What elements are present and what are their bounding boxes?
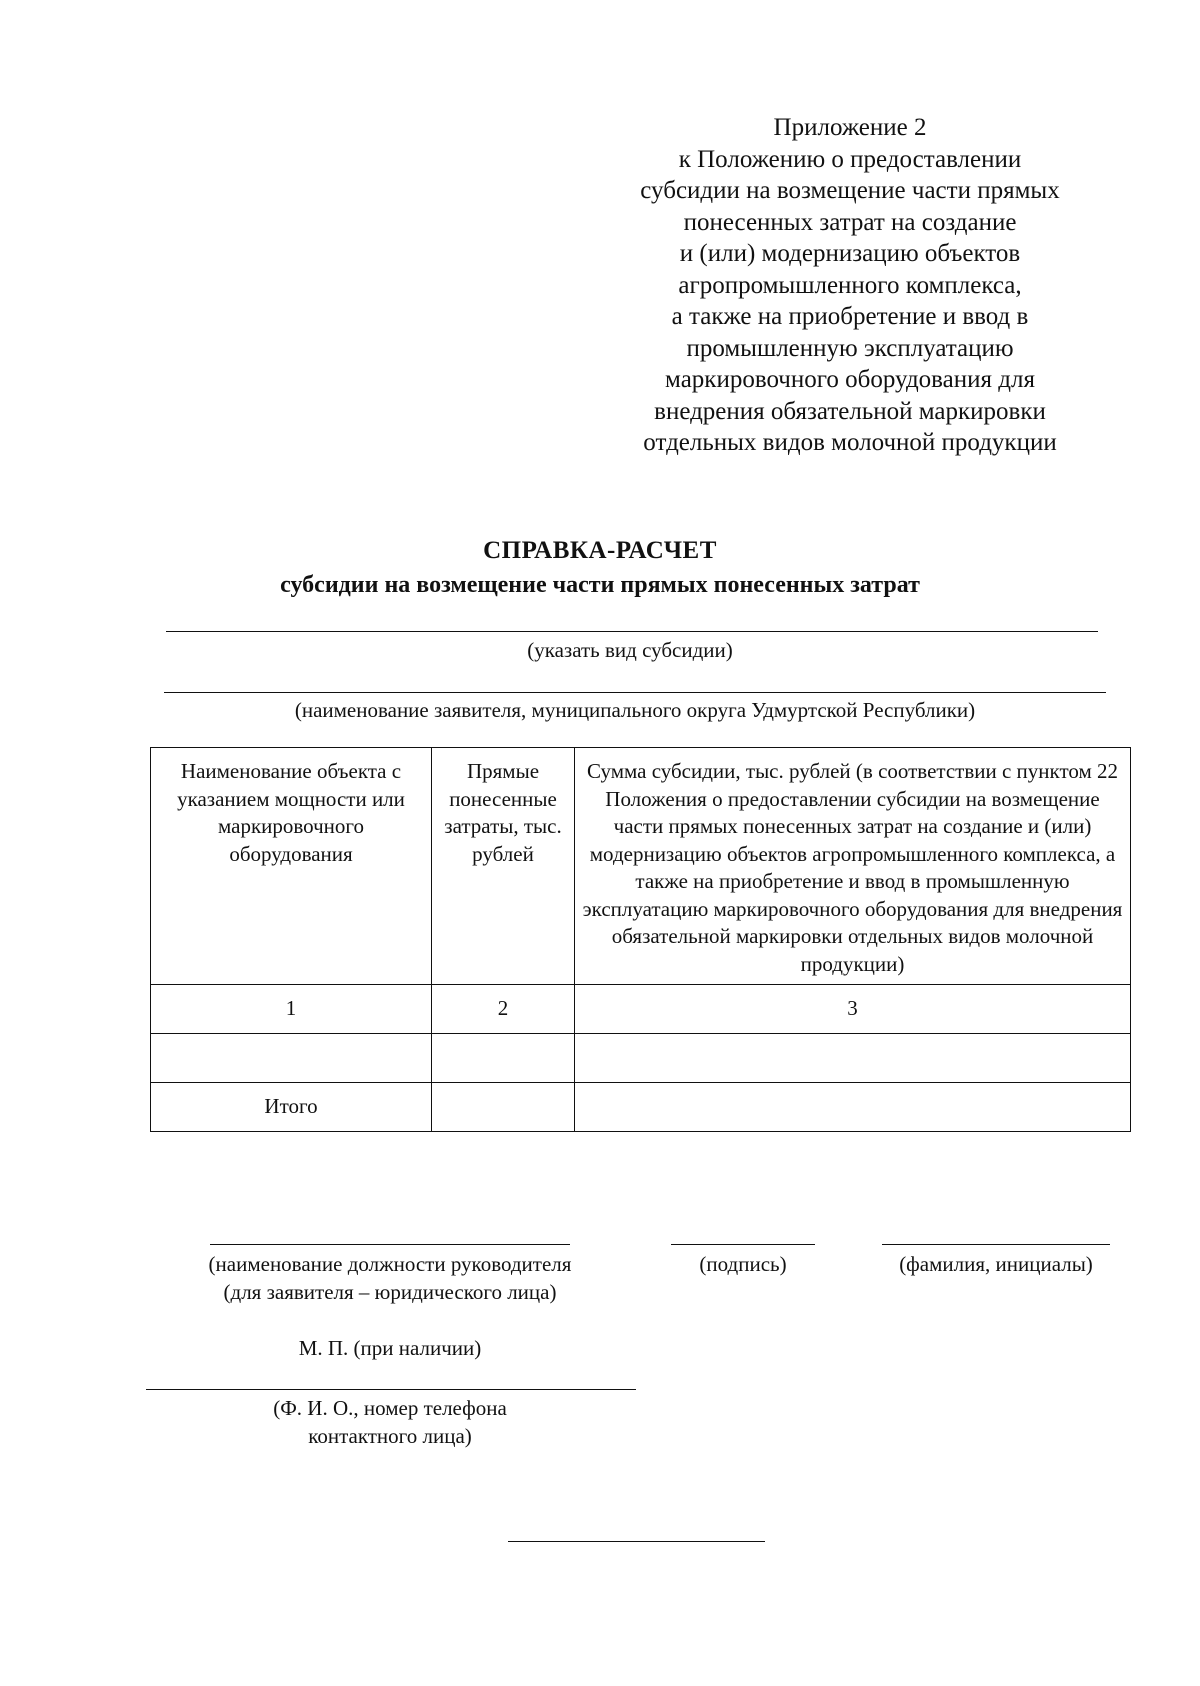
- calculation-table: [150, 747, 1131, 1132]
- appendix-line: агропромышленного комплекса,: [678, 271, 1022, 299]
- document-subtitle: субсидии на возмещение части прямых понесенных затрат: [280, 572, 920, 598]
- appendix-line: отдельных видов молочной продукции: [643, 429, 1057, 456]
- appendix-header: [600, 112, 1100, 459]
- position-caption-line: (наименование должности руководителя: [208, 1252, 572, 1276]
- contact-caption-line: контактного лица): [308, 1424, 472, 1448]
- table-cell: [575, 1083, 1131, 1132]
- column-number-row: [151, 985, 1131, 1034]
- signature-caption: (подпись): [699, 1252, 787, 1276]
- position-caption: [140, 1250, 640, 1306]
- subsidy-type-caption: (указать вид субсидии): [527, 638, 733, 662]
- appendix-line: к Положению о предоставлении: [678, 145, 1022, 173]
- appendix-line: и (или) модернизацию объектов: [679, 240, 1021, 267]
- applicant-line: [164, 692, 1106, 693]
- table-cell: [432, 1034, 575, 1083]
- appendix-line: промышленную эксплуатацию: [686, 334, 1014, 362]
- column-number: 3: [575, 985, 1131, 1034]
- table-header-row: [151, 748, 1131, 985]
- table-cell: [151, 1034, 432, 1083]
- position-line: [210, 1244, 570, 1245]
- contact-line: [146, 1389, 636, 1390]
- signature-line: [671, 1244, 815, 1245]
- table-row: [151, 1034, 1131, 1083]
- appendix-line: маркировочного оборудования для: [665, 366, 1035, 393]
- appendix-line: субсидии на возмещение части прямых: [640, 177, 1060, 204]
- appendix-line: Приложение 2: [773, 114, 927, 141]
- appendix-line: понесенных затрат на создание: [683, 208, 1017, 236]
- table-cell: [575, 1034, 1131, 1083]
- column-number: 2: [432, 985, 575, 1034]
- table-cell: [432, 1083, 575, 1132]
- column-number: 1: [151, 985, 432, 1034]
- closing-separator: [508, 1541, 765, 1542]
- name-line: [882, 1244, 1110, 1245]
- position-caption-line: (для заявителя – юридического лица): [223, 1280, 557, 1304]
- header-direct-costs: Прямые понесенные затраты, тыс. рублей: [432, 748, 575, 985]
- document-title: СПРАВКА-РАСЧЕТ: [483, 537, 717, 564]
- header-object-name: Наименование объекта с указанием мощности или маркировочного оборудования: [151, 748, 432, 985]
- appendix-line: а также на приобретение и ввод в: [671, 303, 1029, 330]
- name-caption: (фамилия, инициалы): [899, 1252, 1093, 1276]
- contact-caption: [240, 1394, 540, 1450]
- header-subsidy-amount: Сумма субсидии, тыс. рублей (в соответствии с пунктом 22 Положения о предоставлении субсидии на возмещение части прямых понесенных затрат на создание и (или) модернизацию объектов агропромышленного комплекса, а также на приобретение и ввод в промышленную эксплуатацию маркировочного оборудования для внедрения обязательной маркировки отдельных видов молочной продукции): [575, 748, 1131, 985]
- stamp-caption: М. П. (при наличии): [298, 1336, 482, 1360]
- contact-caption-line: (Ф. И. О., номер телефона: [273, 1396, 507, 1420]
- subsidy-type-line: [166, 631, 1098, 632]
- total-label: Итого: [151, 1083, 432, 1132]
- total-row: [151, 1083, 1131, 1132]
- appendix-line: внедрения обязательной маркировки: [654, 397, 1046, 425]
- applicant-caption: (наименование заявителя, муниципального округа Удмуртской Республики): [294, 698, 976, 722]
